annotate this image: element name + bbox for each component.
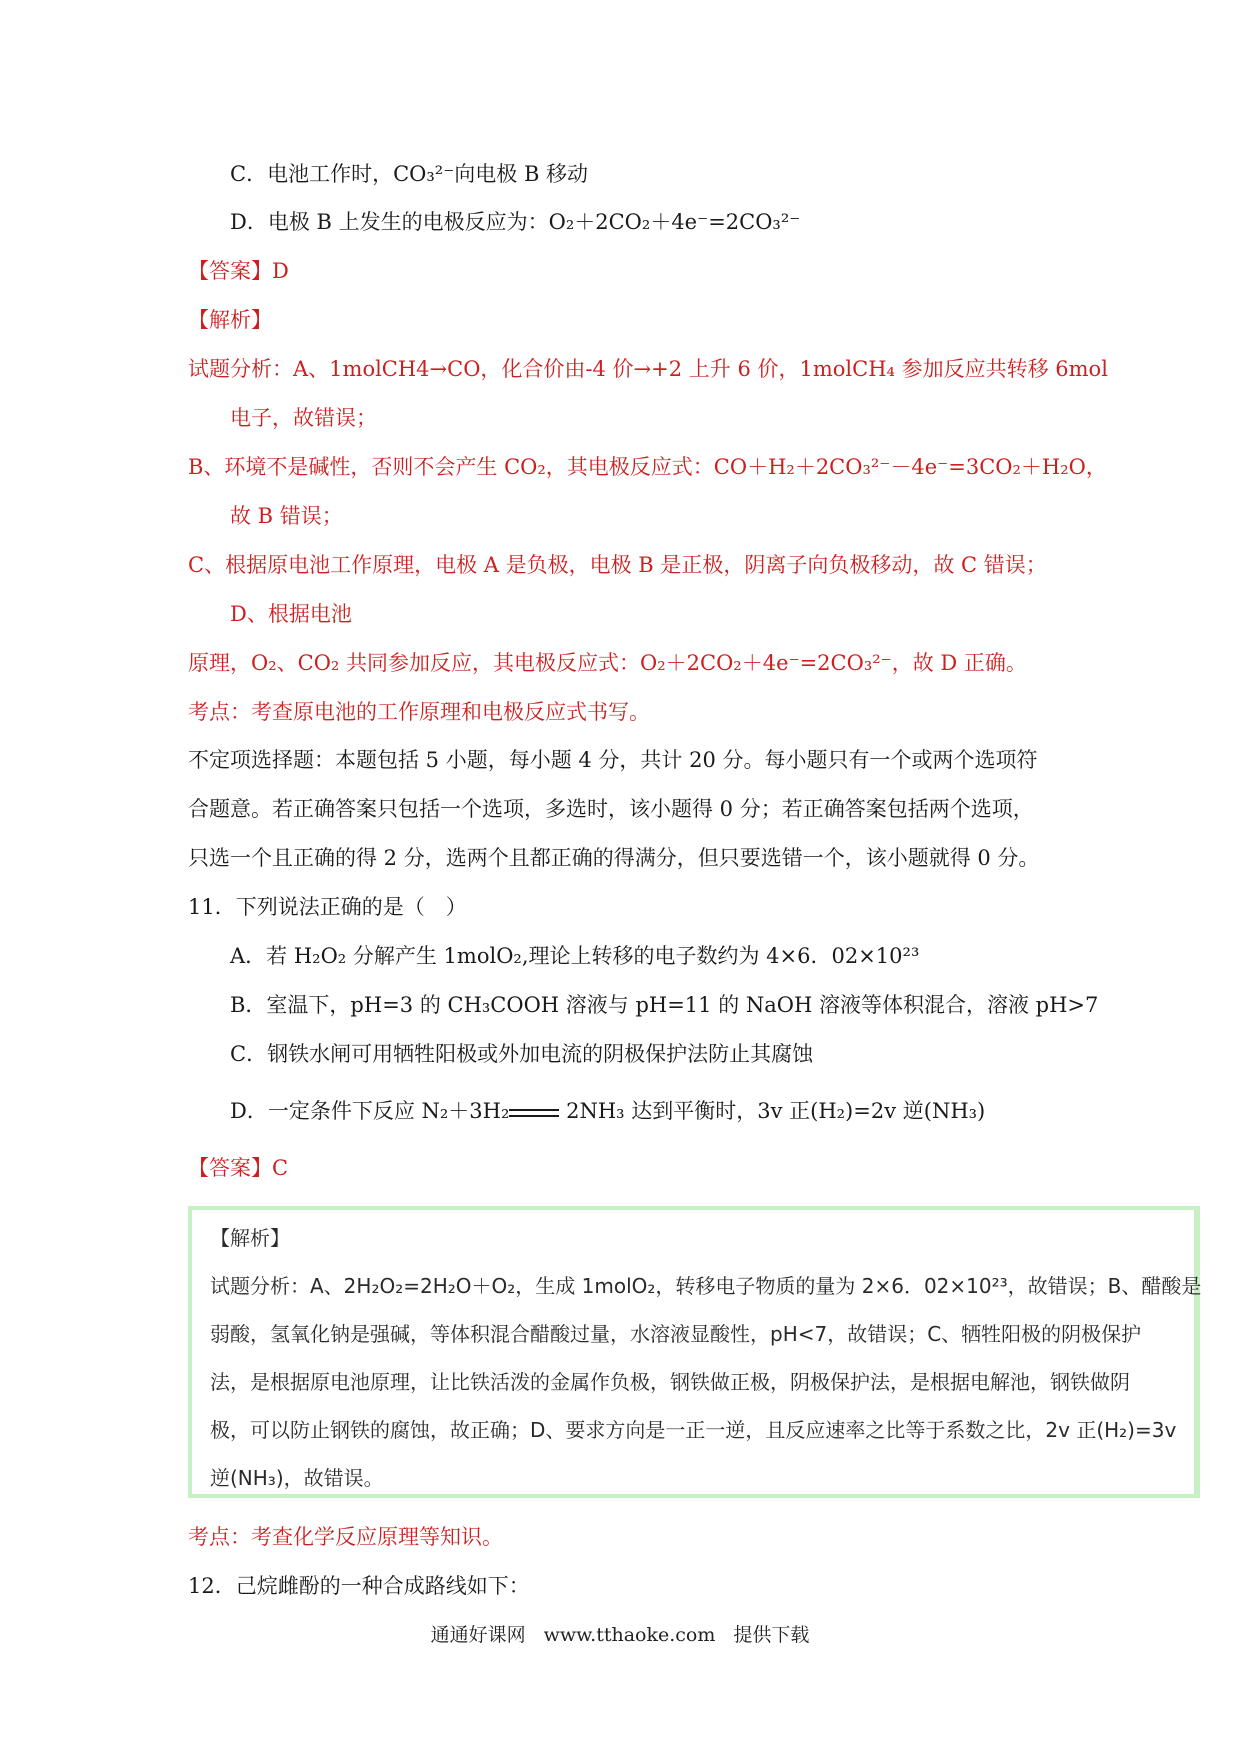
option-d-prefix: D．一定条件下反应 N₂＋3H₂ xyxy=(230,1099,510,1123)
question-11: 11．下列说法正确的是（ ） xyxy=(188,895,467,919)
analysis-box-line4: 极，可以防止钢铁的腐蚀，故正确；D、要求方向是一正一逆，且反应速率之比等于系数之比，2v 正(H₂)=3v xyxy=(210,1418,1177,1442)
footer-site-name: 通通好课网 xyxy=(430,1624,526,1646)
question-11-option-d xyxy=(230,1097,985,1125)
analysis-box-label: 【解析】 xyxy=(210,1226,290,1250)
option-c: C．电池工作时，CO₃²⁻向电极 B 移动 xyxy=(230,162,589,186)
question-12: 12．己烷雌酚的一种合成路线如下： xyxy=(188,1574,530,1598)
instructions-line2: 合题意。若正确答案只包括一个选项，多选时，该小题得 0 分；若正确答案包括两个选项， xyxy=(188,797,1034,821)
analysis-c-line2: D、根据电池 xyxy=(230,602,352,626)
analysis-c-line1: C、根据原电池工作原理，电极 A 是负极，电极 B 是正极，阴离子向负极移动，故 C 错误； xyxy=(188,553,1047,577)
analysis-d-line: 原理，O₂、CO₂ 共同参加反应，其电极反应式：O₂＋2CO₂＋4e⁻=2CO₃²⁻，故 D 正确。 xyxy=(188,651,1027,675)
analysis-label: 【解析】 xyxy=(188,308,272,332)
option-d-suffix: 2NH₃ 达到平衡时，3v 正(H₂)=2v 逆(NH₃) xyxy=(566,1099,986,1123)
key-point-2: 考点：考查化学反应原理等知识。 xyxy=(188,1525,503,1549)
key-point-1: 考点：考查原电池的工作原理和电极反应式书写。 xyxy=(188,700,650,724)
question-11-option-b: B．室温下，pH=3 的 CH₃COOH 溶液与 pH=11 的 NaOH 溶液等体积混合，溶液 pH>7 xyxy=(230,993,1099,1017)
page-footer xyxy=(0,1620,1240,1647)
footer-url[interactable]: www.tthaoke.com xyxy=(543,1624,716,1646)
analysis-box-line5: 逆(NH₃)，故错误。 xyxy=(210,1466,384,1490)
analysis-a-line2: 电子，故错误； xyxy=(230,406,377,430)
equilibrium-arrow-icon xyxy=(509,1104,559,1122)
analysis-box xyxy=(188,1206,1200,1498)
answer-label: 【答案】D xyxy=(188,259,289,283)
analysis-box-line1: 试题分析：A、2H₂O₂=2H₂O＋O₂，生成 1molO₂，转移电子物质的量为 2×6．02×10²³，故错误；B、醋酸是 xyxy=(210,1274,1202,1298)
answer-label-2: 【答案】C xyxy=(188,1156,289,1180)
analysis-box-line3: 法，是根据原电池原理，让比铁活泼的金属作负极，钢铁做正极，阴极保护法，是根据电解池，钢铁做阴 xyxy=(210,1370,1130,1394)
option-d: D．电极 B 上发生的电极反应为：O₂＋2CO₂＋4e⁻=2CO₃²⁻ xyxy=(230,210,801,234)
footer-note: 提供下载 xyxy=(733,1624,810,1646)
instructions-line1: 不定项选择题：本题包括 5 小题，每小题 4 分，共计 20 分。每小题只有一个或两个选项符 xyxy=(188,748,1038,772)
question-11-option-c: C．钢铁水闸可用牺牲阳极或外加电流的阴极保护法防止其腐蚀 xyxy=(230,1042,814,1066)
analysis-a-line1: 试题分析：A、1molCH4→CO，化合价由-4 价→+2 上升 6 价，1molCH₄ 参加反应共转移 6mol xyxy=(188,357,1108,381)
question-11-option-a: A．若 H₂O₂ 分解产生 1molO₂,理论上转移的电子数约为 4×6．02×10²³ xyxy=(230,944,920,968)
analysis-box-line2: 弱酸，氢氧化钠是强碱，等体积混合醋酸过量，水溶液显酸性，pH<7，故错误；C、牺牲阳极的阴极保护 xyxy=(210,1322,1142,1346)
analysis-b-line1: B、环境不是碱性，否则不会产生 CO₂，其电极反应式：CO＋H₂＋2CO₃²⁻－4e⁻=3CO₂＋H₂O， xyxy=(188,455,1107,479)
analysis-b-line2: 故 B 错误； xyxy=(230,504,343,528)
instructions-line3: 只选一个且正确的得 2 分，选两个且都正确的得满分，但只要选错一个，该小题就得 0 分。 xyxy=(188,846,1040,870)
